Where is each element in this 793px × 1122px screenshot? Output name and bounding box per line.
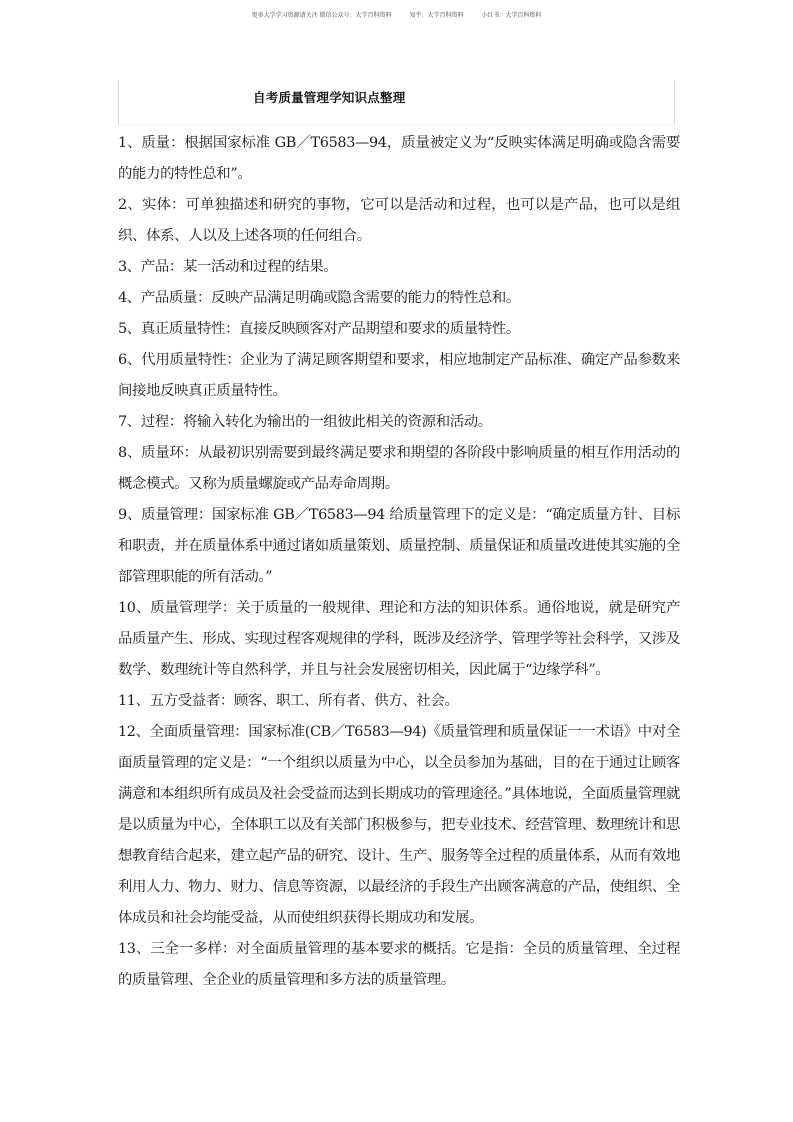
- list-item: 3、产品：某一活动和过程的结果。: [118, 259, 338, 275]
- list-item: 13、三全一多样：对全面质量管理的基本要求的概括。它是指：全员的质量管理、全过程的质量管理、全企业的质量管理和多方法的质量管理。: [118, 941, 680, 988]
- list-item: 2、实体：可单独描述和研究的事物，它可以是活动和过程，也可以是产品，也可以是组织、体系、人以及上述各项的任何组合。: [118, 197, 680, 244]
- list-item: 12、全面质量管理：国家标准(CB／T6583—94)《质量管理和质量保证一一术语》中对全面质量管理的定义是：“一个组织以质量为中心，以全员参加为基础，目的在于通过让顾客满意和本组织所有成员及社会受益而达到长期成功的管理途径。”具体地说，全面质量管理就是以质量为中心，全体职工以及有关部门积极参与，把专业技术、经营管理、数理统计和思想教育结合起来，建立起产品的研究、设计、生产、服务等全过程的质量体系，从而有效地利用人力、物力、财力、信息等资源，以最经济的手段生产出顾客满意的产品，使组织、全体成员和社会均能受益，从而使组织获得长期成功和发展。: [118, 724, 680, 926]
- header-note-zhihu: 知乎：大学百科资料: [409, 12, 464, 19]
- document-body: [118, 128, 680, 996]
- list-item: 8、质量环：从最初识别需要到最终满足要求和期望的各阶段中影响质量的相互作用活动的概念模式。又称为质量螺旋或产品寿命周期。: [118, 445, 680, 492]
- list-item: 11、五方受益者：顾客、职工、所有者、供方、社会。: [118, 693, 459, 709]
- header-note-xiaohongshu: 小红书：大学百科资料: [481, 12, 542, 19]
- list-item: 5、真正质量特性：直接反映顾客对产品期望和要求的质量特性。: [118, 321, 520, 337]
- list-item: 4、产品质量：反映产品满足明确或隐含需要的能力的特性总和。: [118, 290, 520, 306]
- list-item: 10、质量管理学：关于质量的一般规律、理论和方法的知识体系。通俗地说，就是研究产品质量产生、形成、实现过程客观规律的学科，既涉及经济学、管理学等社会科学，又涉及数学、数理统计等自然科学，并且与社会发展密切相关，因此属于“边缘学科”。: [118, 600, 680, 678]
- header-note: [0, 10, 793, 19]
- header-note-wechat: 更多大学学习资源请关注 微信公众号：大学百科资料: [251, 12, 392, 19]
- list-item: 7、过程：将输入转化为输出的一组彼此相关的资源和活动。: [118, 414, 492, 430]
- list-item: 1、质量：根据国家标准 GB／T6583—94，质量被定义为“反映实体满足明确或隐含需要的能力的特性总和”。: [118, 135, 680, 182]
- list-item: 9、质量管理：国家标准 GB／T6583—94 给质量管理下的定义是：“确定质量方针、目标和职责，并在质量体系中通过诸如质量策划、质量控制、质量保证和质量改进使其实施的全部管理职能的所有活动。”: [118, 507, 680, 585]
- page-title: 自考质量管理学知识点整理: [253, 90, 406, 105]
- list-item: 6、代用质量特性：企业为了满足顾客期望和要求，相应地制定产品标准、确定产品参数来间接地反映真正质量特性。: [118, 352, 680, 399]
